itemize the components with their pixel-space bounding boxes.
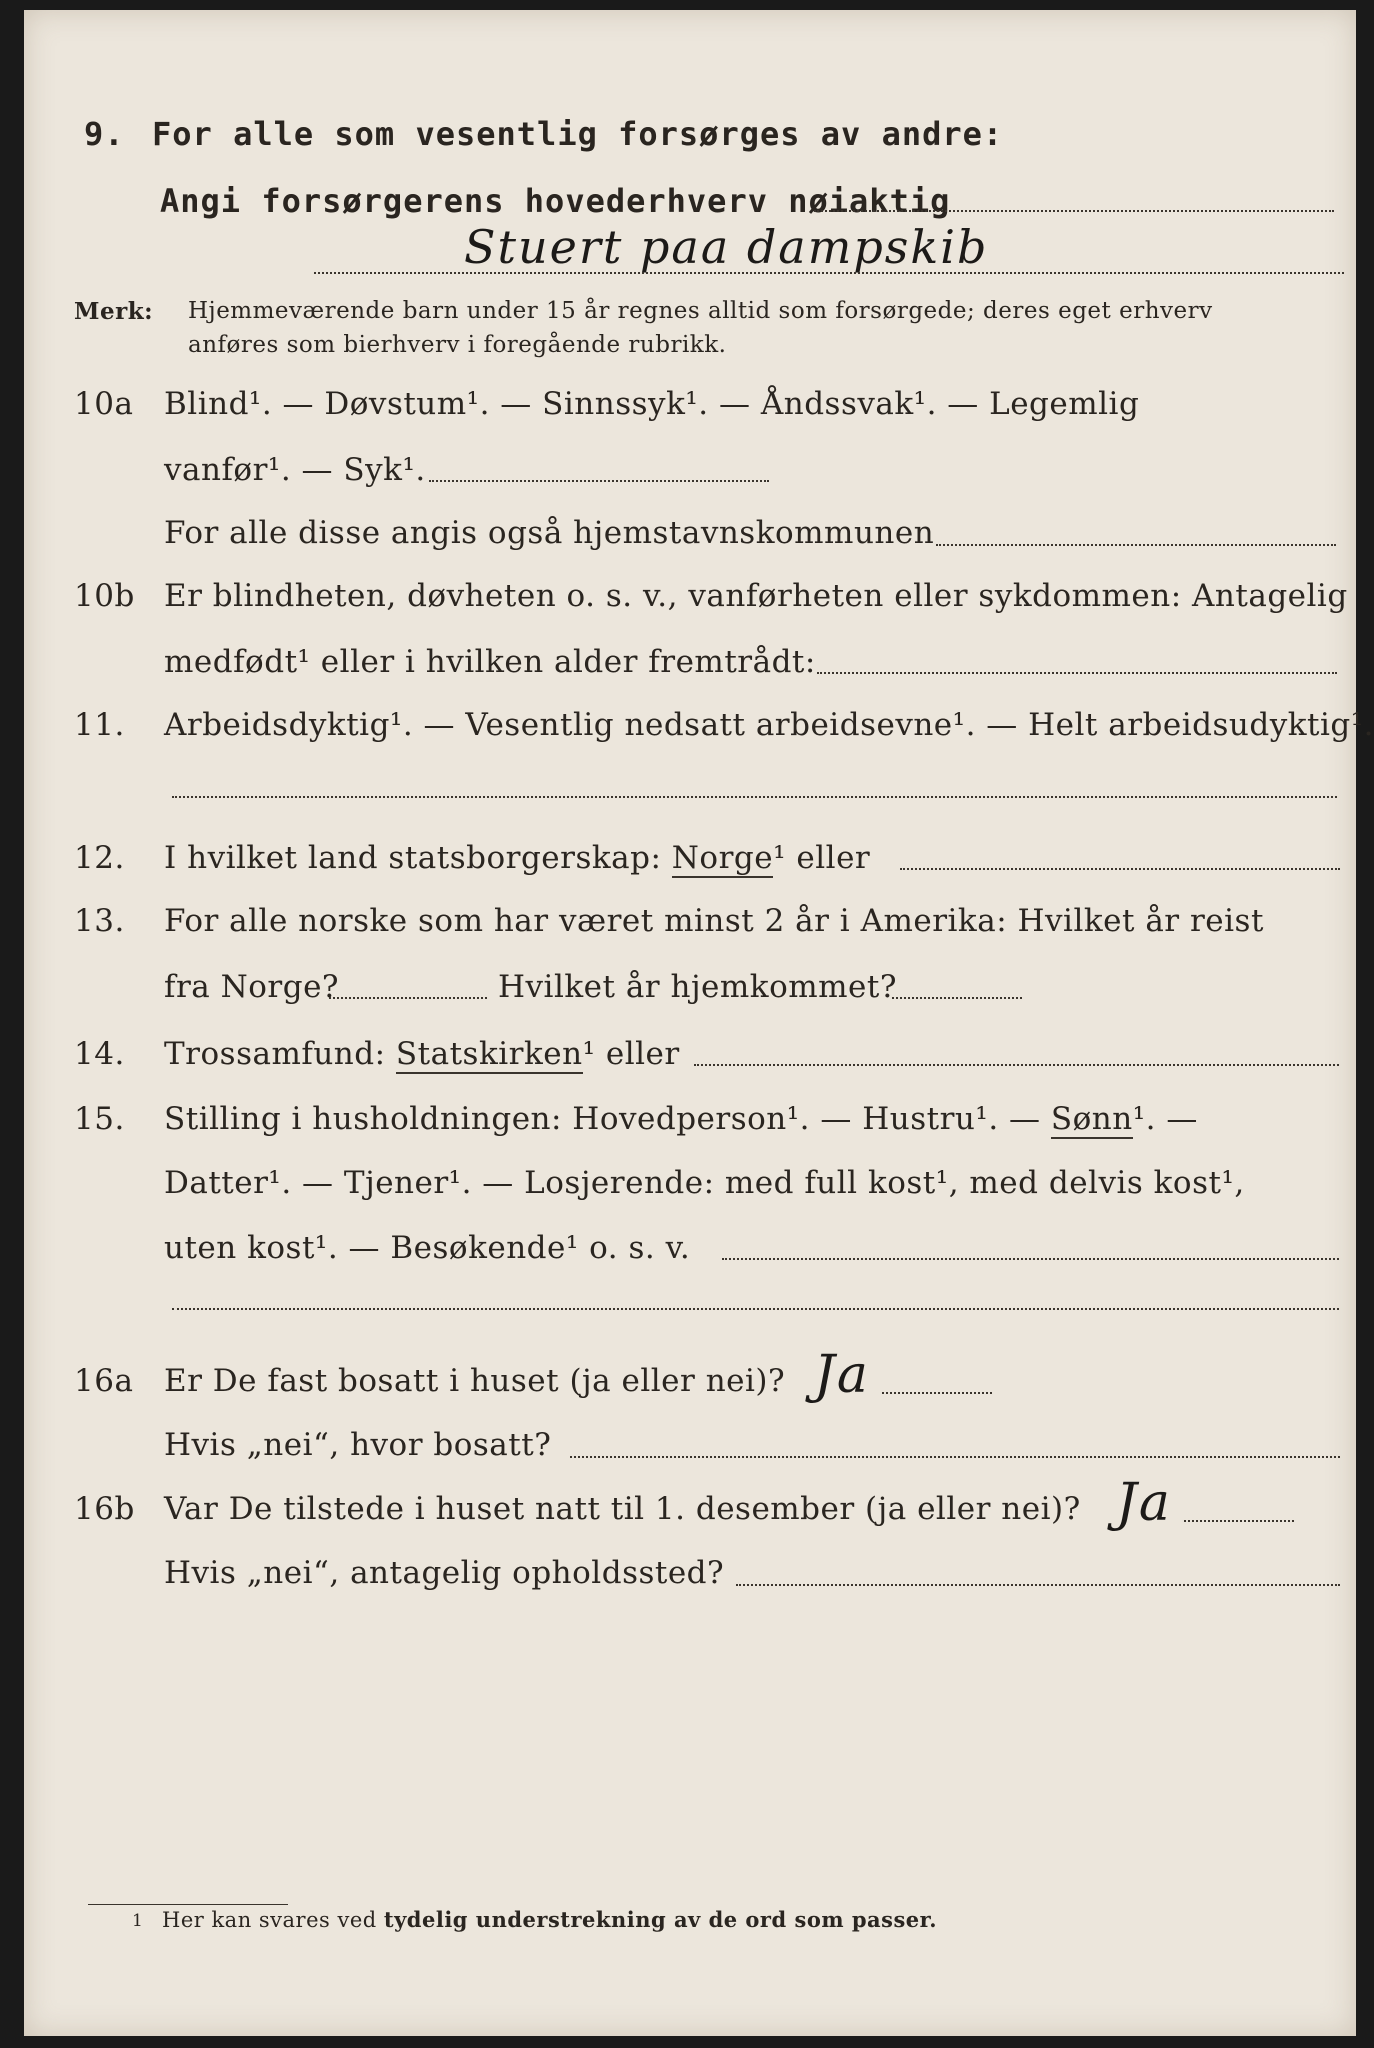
q12-underlined: Norge	[671, 840, 774, 876]
q10b-number: 10b	[74, 578, 135, 614]
q9-sub: Angi forsørgerens hovederhverv nøiaktig	[160, 182, 951, 220]
q13-line1: For alle norske som har været minst 2 år i Amerika: Hvilket år reist	[164, 903, 1264, 939]
q15-line1-post: ¹. —	[1132, 1101, 1198, 1137]
q14-post: ¹ eller	[582, 1036, 680, 1072]
q9-sub-line	[814, 210, 1334, 212]
q16a-line2: Hvis „nei“, hvor bosatt?	[164, 1427, 552, 1463]
q15-line1	[164, 1101, 1198, 1137]
q12-post: ¹ eller	[773, 840, 871, 876]
q14-underlined: Statskirken	[395, 1036, 583, 1072]
q16b-line2: Hvis „nei“, antagelig opholdssted?	[164, 1555, 725, 1591]
q11-answer-line	[172, 796, 1337, 798]
q13-line2b: Hvilket år hjemkommet?	[498, 969, 897, 1005]
q13-number: 13.	[74, 903, 125, 939]
footnote-bold: tydelig understrekning av de ord som passer.	[383, 1907, 938, 1932]
merk-label: Merk:	[74, 298, 154, 325]
q10a-line3: For alle disse angis også hjemstavnskommunen	[164, 515, 935, 551]
q13-hjemkommet-line	[892, 997, 1022, 999]
q14-number: 14.	[74, 1036, 125, 1072]
q15-number: 15.	[74, 1101, 125, 1137]
q10b-alder-line	[817, 672, 1337, 674]
q12-text	[164, 840, 870, 876]
q12-number: 12.	[74, 840, 125, 876]
q15-underlined: Sønn	[1050, 1101, 1133, 1137]
footnote-rule	[88, 1904, 288, 1905]
q11-number: 11.	[74, 707, 125, 743]
q15-line3-line	[722, 1258, 1339, 1260]
q12-line	[900, 868, 1340, 870]
q9-number: 9.	[84, 115, 125, 153]
q9-handwritten-answer: Stuert paa dampskib	[464, 220, 989, 274]
q16b-line1: Var De tilstede i huset natt til 1. desember (ja eller nei)?	[164, 1491, 1081, 1527]
q10a-line2: vanfør¹. — Syk¹.	[164, 452, 426, 488]
q14-text	[164, 1036, 680, 1072]
merk-line2: anføres som bierhverv i foregående rubrikk.	[188, 332, 727, 358]
q9-answer-line	[314, 272, 1344, 274]
q10a-line1: Blind¹. — Døvstum¹. — Sinnssyk¹. — Åndssvak¹. — Legemlig	[164, 386, 1140, 422]
q15-line3: uten kost¹. — Besøkende¹ o. s. v.	[164, 1230, 691, 1266]
q16a-line1: Er De fast bosatt i huset (ja eller nei)?	[164, 1363, 786, 1399]
footnote-mark: 1	[132, 1911, 144, 1931]
q16b-answer-line	[1184, 1520, 1294, 1522]
q16a-number: 16a	[74, 1363, 134, 1399]
q13-reist-line	[329, 997, 487, 999]
q16b-handwritten-answer: Ja	[1116, 1473, 1172, 1533]
q12-pre: I hvilket land statsborgerskap:	[164, 840, 662, 876]
footnote-pre: Her kan svares ved	[162, 1908, 377, 1932]
q9-title: For alle som vesentlig forsørges av andre:	[152, 115, 1004, 153]
q16a-answer-line	[882, 1392, 992, 1394]
q16b-opholdssted-line	[736, 1584, 1340, 1586]
q13-line2a: fra Norge?	[164, 969, 340, 1005]
q15-answer-line	[172, 1308, 1339, 1310]
q16a-handwritten-answer: Ja	[814, 1345, 870, 1405]
q15-line1-pre: Stilling i husholdningen: Hovedperson¹. — Hustru¹. —	[164, 1101, 1041, 1137]
q14-line	[694, 1064, 1339, 1066]
q15-line2: Datter¹. — Tjener¹. — Losjerende: med full kost¹, med delvis kost¹,	[164, 1165, 1245, 1201]
q10b-line1: Er blindheten, døvheten o. s. v., vanførheten eller sykdommen: Antagelig	[164, 578, 1348, 614]
q10a-number: 10a	[74, 386, 134, 422]
q10a-hjemstavn-line	[936, 544, 1336, 546]
q16a-bosatt-line	[570, 1456, 1340, 1458]
q10b-line2: medfødt¹ eller i hvilken alder fremtrådt:	[164, 644, 816, 680]
census-form-page	[24, 10, 1374, 2036]
footnote-text	[162, 1907, 937, 1932]
q16b-number: 16b	[74, 1491, 135, 1527]
merk-line1: Hjemmeværende barn under 15 år regnes alltid som forsørgede; deres eget erhverv	[188, 298, 1213, 324]
q11-line1: Arbeidsdyktig¹. — Vesentlig nedsatt arbeidsevne¹. — Helt arbeidsudyktig¹.	[164, 707, 1374, 743]
q14-pre: Trossamfund:	[164, 1036, 386, 1072]
q10a-syk-line	[429, 480, 769, 482]
